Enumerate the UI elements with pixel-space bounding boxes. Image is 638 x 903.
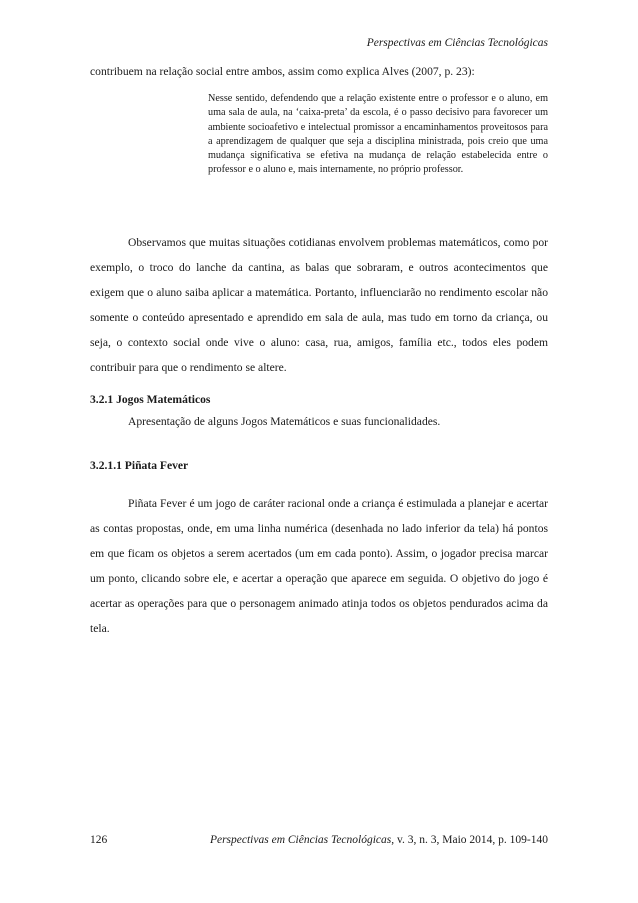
running-head: Perspectivas em Ciências Tecnológicas — [366, 37, 548, 49]
footer-citation — [210, 834, 548, 846]
paragraph-observations: Observamos que muitas situações cotidianas envolvem problemas matemáticos, como por exemplo, o troco do lanche da cantina, as balas que sobraram, e outros acontecimentos que exigem que o aluno saiba aplicar a matemática. Portanto, influenciarão no rendimento escolar não somente o conteúdo apresentado e aprendido em sala de aula, mas tudo em torno da criança, ou seja, o contexto social onde vive o aluno: casa, rua, amigos, família etc., todos eles podem contribuir para que o rendimento se altere. — [90, 236, 548, 374]
section-intro: Apresentação de alguns Jogos Matemáticos e suas funcionalidades. — [128, 415, 441, 428]
block-quote: Nesse sentido, defendendo que a relação existente entre o professor e o aluno, em uma sala de aula, na ‘caixa-preta’ da escola, é o passo decisivo para favorecer um ambiente socioafetivo e intelectual promissor a encaminhamentos proveitosos para a aprendizagem de qualquer que seja a disciplina ministrada, pois creio que uma mudança significativa se efetiva na mudança de relação estabelecida entre o professor e o aluno e, mais internamente, no próprio professor. — [208, 93, 548, 176]
page-number: 126 — [90, 834, 108, 846]
subsection-heading-pinata-fever: 3.2.1.1 Piñata Fever — [90, 459, 189, 472]
section-heading-jogos-matematicos: 3.2.1 Jogos Matemáticos — [90, 393, 211, 406]
intro-line: contribuem na relação social entre ambos, assim como explica Alves (2007, p. 23): — [90, 65, 475, 78]
footer-journal-title: Perspectivas em Ciências Tecnológicas — [209, 834, 392, 846]
footer-volume-info: , v. 3, n. 3, Maio 2014, p. 109-140 — [391, 834, 548, 846]
paragraph-pinata-fever: Piñata Fever é um jogo de caráter racional onde a criança é estimulada a planejar e acertar as contas propostas, onde, em uma linha numérica (desenhada no lado inferior da tela) há pontos em que ficam os objetos a serem acertados (um em cada ponto). Assim, o jogador precisa marcar um ponto, clicando sobre ele, e acertar a operação que aparece em seguida. O objetivo do jogo é acertar as operações para que o personagem animado atinja todos os objetos pendurados acima da tela. — [90, 497, 548, 635]
